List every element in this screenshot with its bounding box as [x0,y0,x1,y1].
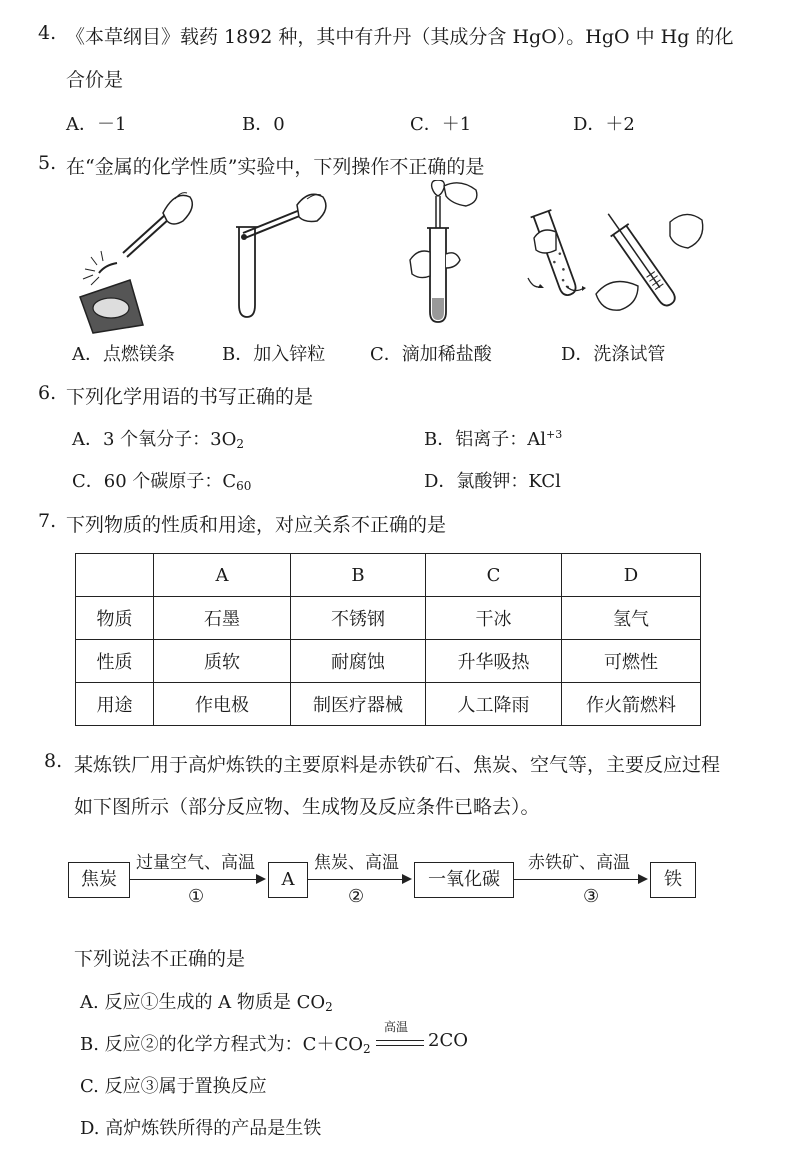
table-row [76,683,701,726]
flow-box-a: A [268,862,308,898]
q4-option-c: C．＋1 [410,114,472,135]
magnesium-burning-figure [75,185,205,335]
table-cell: 氢气 [562,597,701,640]
q5-option-d: D．洗涤试管 [561,344,666,365]
q8-option-a: A. 反应①生成的 A 物质是 $CO_2$ [80,992,333,1014]
flow-box-co: 一氧化碳 [414,862,514,898]
q5-option-a: A．点燃镁条 [72,344,175,365]
table-cell: 作火箭燃料 [562,683,701,726]
table-cell: 耐腐蚀 [291,640,426,683]
table-cell: 人工降雨 [426,683,562,726]
table-cell: 质软 [154,640,291,683]
q6-option-c: C．60 个碳原子：$C_{60}$ [72,471,252,493]
q8-option-b: B. 反应②的化学方程式为：$C+CO_2$ [80,1034,371,1056]
q4-stem-line1: 《本草纲目》载药 1892 种，其中有升丹（其成分含 HgO）。HgO 中 Hg 的化 [66,26,734,48]
q6-option-d: D．氯酸钾：KCl [424,471,561,492]
table-cell: 干冰 [426,597,562,640]
property-use-table [75,553,701,726]
q8-stem-line2: 如下图所示（部分反应物、生成物及反应条件已略去）。 [74,796,540,818]
flow-arrow-1 [130,879,264,880]
q7-stem: 下列物质的性质和用途，对应关系不正确的是 [66,514,447,536]
reaction-condition-label: 高温 [384,1020,409,1034]
q4-option-b: B．0 [242,114,285,135]
flow-arrow-2 [308,879,410,880]
table-cell: 升华吸热 [426,640,562,683]
q8-sub-stem: 下列说法不正确的是 [74,948,246,970]
washing-tube-figure [520,190,710,340]
flow-arrow3-step: ③ [583,886,600,907]
table-header-cell: C [426,554,562,597]
q5-number: 5. [38,152,57,174]
table-header-cell: A [154,554,291,597]
table-header-row [76,554,701,597]
flow-arrow1-step: ① [188,886,205,907]
table-cell [76,554,154,597]
table-row-label: 性质 [76,640,154,683]
adding-zinc-figure [225,185,335,335]
dropping-acid-figure [390,180,500,330]
flow-arrow3-condition: 赤铁矿、高温 [528,853,630,873]
q6-stem: 下列化学用语的书写正确的是 [66,386,314,408]
flow-arrow-3 [514,879,646,880]
q4-option-a: A．－1 [66,114,127,135]
table-cell: 石墨 [154,597,291,640]
flow-box-coke: 焦炭 [68,862,130,898]
table-header-cell: B [291,554,426,597]
flow-arrow2-condition: 焦炭、高温 [314,853,399,873]
q4-stem-line2: 合价是 [66,69,124,91]
q8-option-d: D. 高炉炼铁所得的产品是生铁 [80,1118,322,1139]
q5-stem: 在“金属的化学性质”实验中，下列操作不正确的是 [66,156,485,178]
table-cell: 作电极 [154,683,291,726]
equals-sign-top [376,1040,424,1041]
q5-option-c: C．滴加稀盐酸 [370,344,492,365]
table-cell: 不锈钢 [291,597,426,640]
q8-number: 8. [44,750,63,772]
q4-number: 4. [38,22,57,44]
q6-option-b: B．铝离子：$Al^{+3}$ [424,428,563,450]
flow-arrow2-step: ② [348,886,365,907]
q8-option-c: C. 反应③属于置换反应 [80,1076,267,1097]
q6-number: 6. [38,382,57,404]
q7-number: 7. [38,510,57,532]
table-cell: 制医疗器械 [291,683,426,726]
table-cell: 可燃性 [562,640,701,683]
flow-arrow1-condition: 过量空气、高温 [136,853,255,873]
reaction-product: 2CO [428,1030,468,1051]
table-row [76,640,701,683]
q4-option-d: D．＋2 [573,114,635,135]
equals-sign-bottom [376,1045,424,1046]
q8-stem-line1: 某炼铁厂用于高炉炼铁的主要原料是赤铁矿石、焦炭、空气等，主要反应过程 [74,754,721,776]
table-row [76,597,701,640]
table-row-label: 物质 [76,597,154,640]
flow-box-iron: 铁 [650,862,696,898]
table-row-label: 用途 [76,683,154,726]
table-header-cell: D [562,554,701,597]
q6-option-a: A．3 个氧分子：$3O_2$ [72,429,245,451]
q5-option-b: B．加入锌粒 [222,344,326,365]
